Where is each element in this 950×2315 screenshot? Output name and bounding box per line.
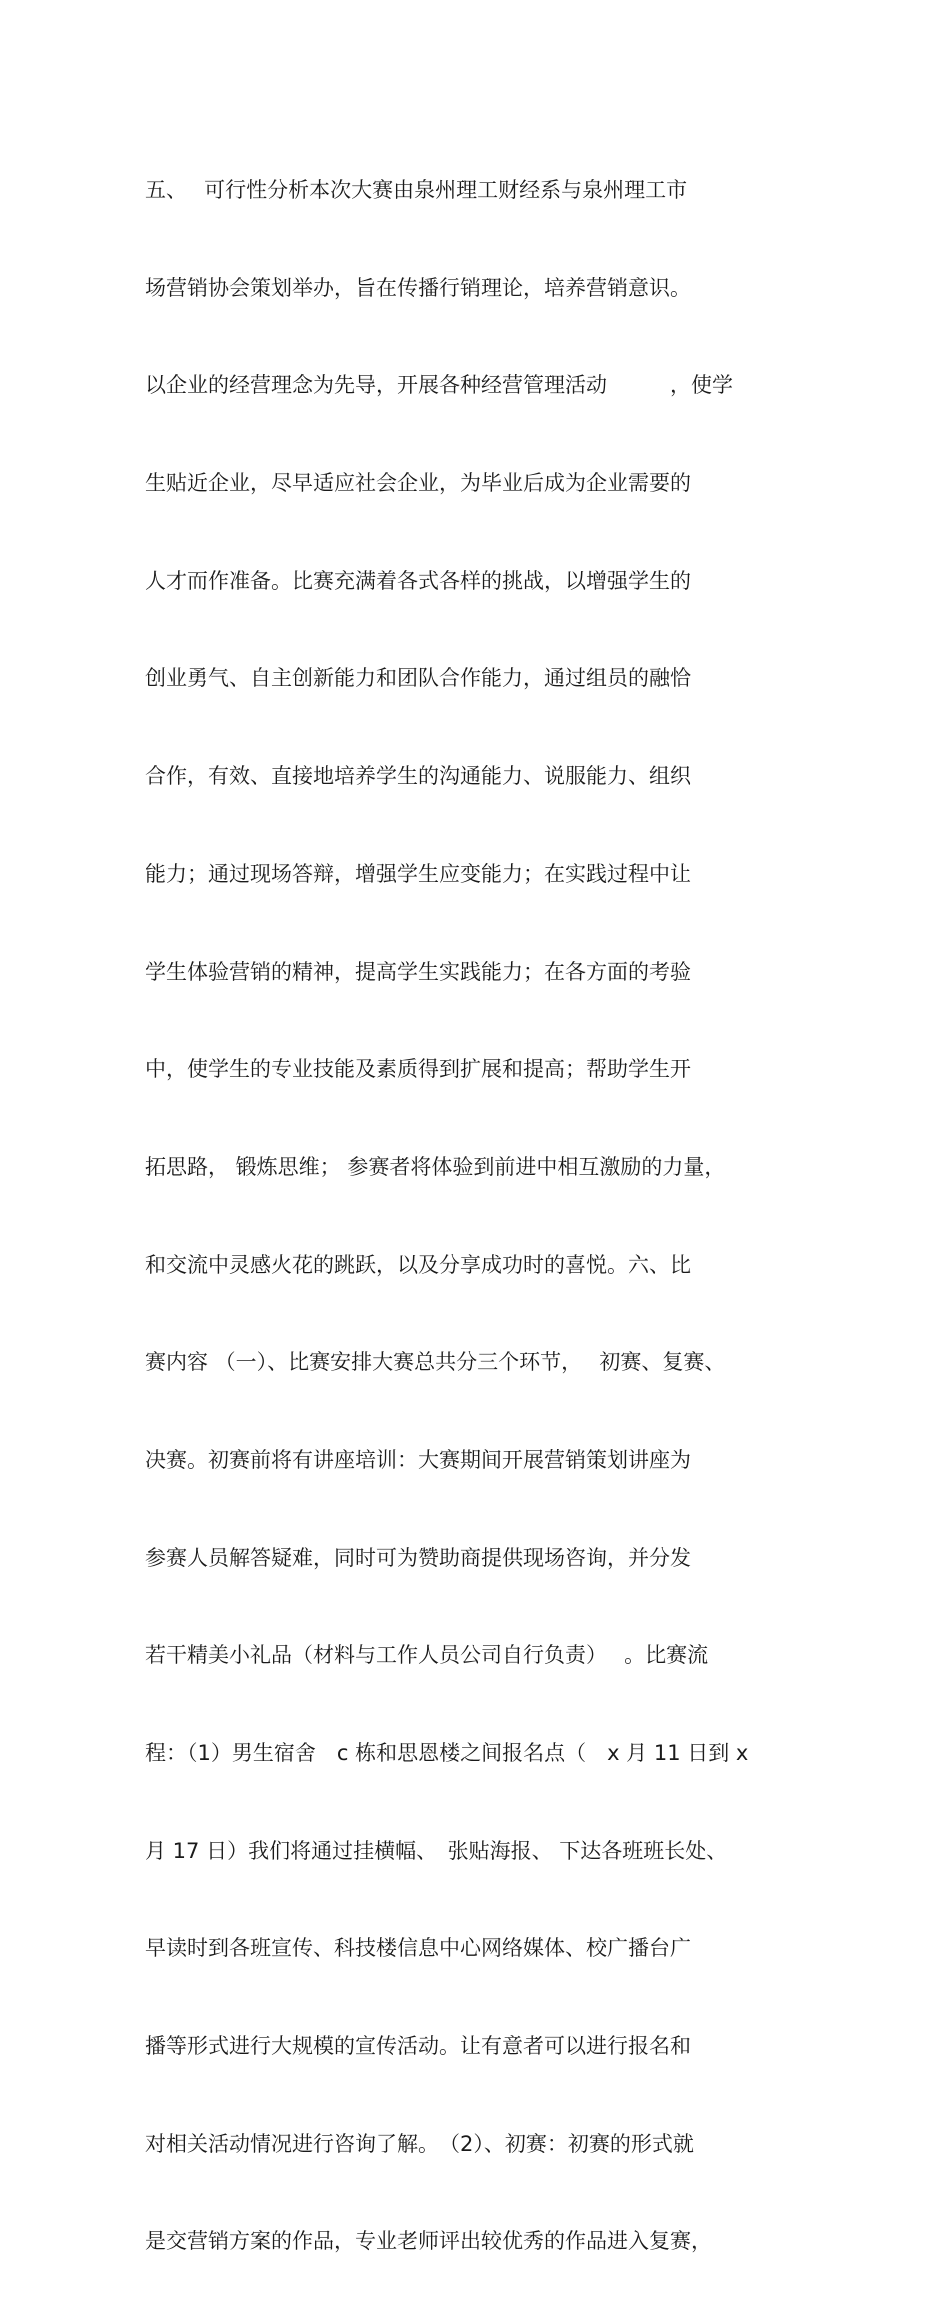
text-line: 创业勇气、自主创新能力和团队合作能力，通过组员的融恰 [145, 666, 691, 691]
text-line: 早读时到各班宣传、科技楼信息中心网络媒体、校广播台广 [145, 1936, 691, 1961]
text-line: 合作，有效、直接地培养学生的沟通能力、说服能力、组织 [145, 764, 691, 789]
text-line: 参赛人员解答疑难，同时可为赞助商提供现场咨询，并分发 [145, 1545, 691, 1570]
text-line: 对相关活动情况进行咨询了解。 （2）、初赛：初赛的形式就 [145, 2131, 694, 2156]
body-text [145, 118, 825, 2315]
text-line: 能力；通过现场答辩，增强学生应变能力；在实践过程中让 [145, 861, 691, 886]
text-line: 赛内容 （一）、比赛安排大赛总共分三个环节， 初赛、复赛、 [145, 1350, 726, 1375]
text-line: 学生体验营销的精神，提高学生实践能力；在各方面的考验 [145, 959, 691, 984]
text-line: 场营销协会策划举办，旨在传播行销理论，培养营销意识。 [145, 275, 691, 300]
text-line: 中，使学生的专业技能及素质得到扩展和提高；帮助学生开 [145, 1057, 691, 1082]
text-line: 拓思路， 锻炼思维； 参赛者将体验到前进中相互激励的力量， [145, 1154, 726, 1179]
text-line: 人才而作准备。比赛充满着各式各样的挑战，以增强学生的 [145, 568, 691, 593]
text-line: 月 17 日）我们将通过挂横幅、 张贴海报、 下达各班班长处、 [145, 1838, 728, 1863]
text-line: 程：（1）男生宿舍 c 栋和思恩楼之间报名点（ x 月 11 日到 x [145, 1741, 749, 1765]
text-line: 决赛。初赛前将有讲座培训：大赛期间开展营销策划讲座为 [145, 1447, 691, 1472]
text-line: 播等形式进行大规模的宣传活动。让有意者可以进行报名和 [145, 2034, 691, 2059]
text-line: 五、 可行性分析本次大赛由泉州理工财经系与泉州理工市 [145, 178, 688, 202]
text-line: 以企业的经营理念为先导，开展各种经营管理活动 ，使学 [145, 373, 733, 398]
text-line: 是交营销方案的作品，专业老师评出较优秀的作品进入复赛， [145, 2229, 712, 2254]
text-line: 和交流中灵感火花的跳跃，以及分享成功时的喜悦。六、比 [145, 1252, 691, 1277]
text-line: 生贴近企业，尽早适应社会企业，为毕业后成为企业需要的 [145, 471, 691, 496]
text-line: 若干精美小礼品（材料与工作人员公司自行负责） 。比赛流 [145, 1643, 709, 1668]
